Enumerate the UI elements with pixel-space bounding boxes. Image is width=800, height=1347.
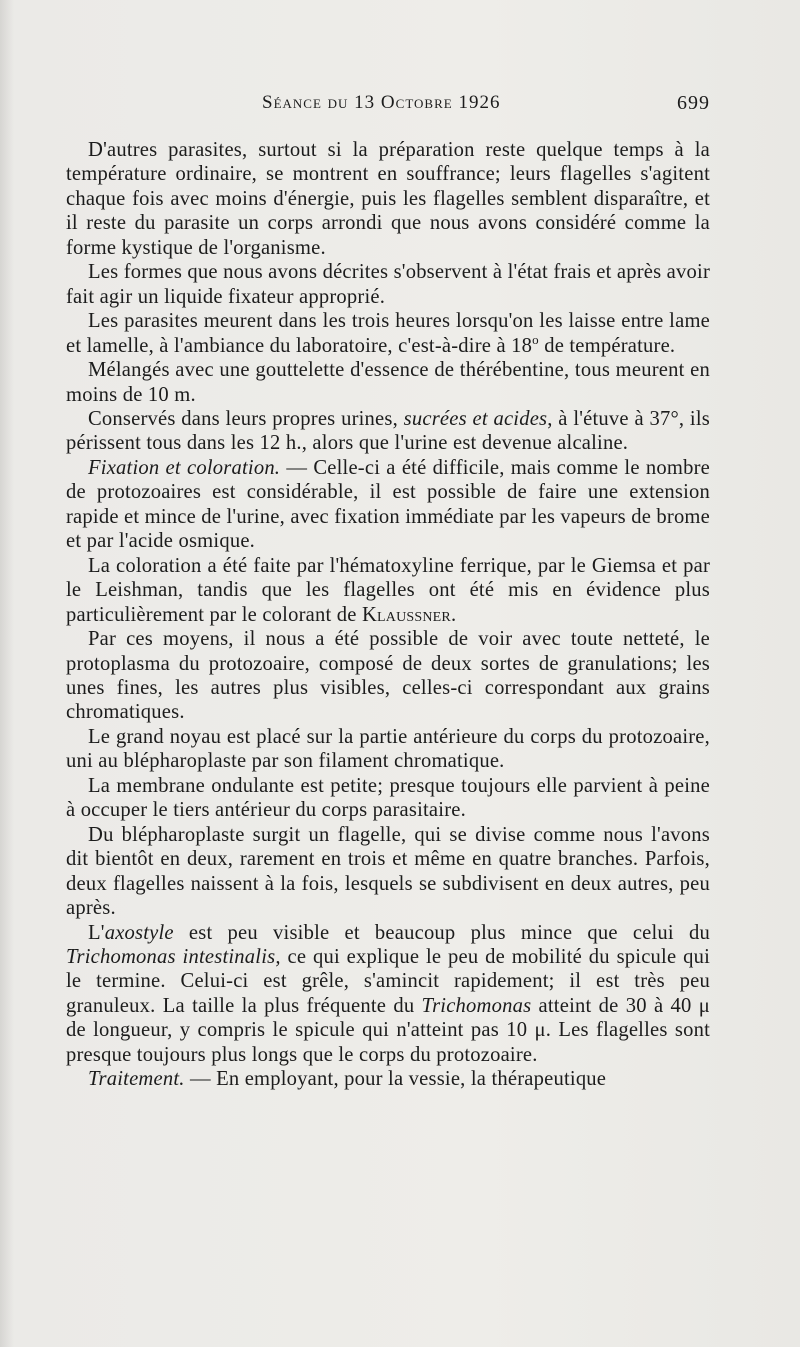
paragraph-text: Conservés dans leurs propres urines, [88, 407, 404, 430]
paragraph-text: , à l'étuve à 37°, ils périssent tous dans les 12 h., alors que l'urine est devenue alcaline. [66, 407, 710, 455]
paragraph-text: — En employant, pour la vessie, la thérapeutique [184, 1068, 607, 1091]
running-title: Séance du 13 Octobre 1926 [262, 92, 501, 113]
paragraph-text: L' [88, 921, 105, 944]
italic-term: axostyle [104, 921, 174, 944]
paragraph-text: — Celle-ci a été difficile, mais comme le nombre de protozoaires est considérable, il est possible de faire une extension rapide et mince de l'urine, avec fixation immédiate par les vapeurs de brome et par l'acide osmique. [66, 456, 710, 553]
page-number: 699 [677, 92, 710, 114]
paragraph-text: atteint de 30 à 40 μ de longueur, y compris le spicule qui n'atteint pas 10 μ. Les flagelles sont presque toujours plus longs que le corps du protozoaire. [66, 994, 710, 1066]
paragraph [66, 921, 710, 1068]
paragraph-text: Mélangés avec une gouttelette d'essence de thérébentine, tous meurent en moins de 10 m. [66, 359, 710, 406]
degree-superscript: o [532, 331, 539, 347]
italic-phrase: sucrées et acides [403, 407, 548, 430]
paragraph [66, 1067, 710, 1091]
running-header [66, 92, 710, 120]
section-lead-italic: Traitement. [88, 1068, 185, 1091]
paragraph-text: Par ces moyens, il nous a été possible de voir avec toute netteté, le protoplasma du protozoaire, composé de deux sortes de granulations; les unes fines, les autres plus visibles, celles-ci correspondant aux grains chromatiques. [66, 628, 710, 724]
paragraph [66, 627, 710, 725]
author-name-smallcaps: Klaussner [361, 603, 451, 626]
paragraph-text: ce qui explique le peu de mobilité du spicule qui le termine. Celui-ci est grêle, s'amincit rapidement; il est très peu granuleux. La taille la plus fréquente du [66, 945, 710, 1017]
italic-species-name: Trichomonas intestinalis, [66, 945, 281, 968]
paragraph [66, 309, 710, 358]
paragraph [66, 774, 710, 823]
paragraph-text: Le grand noyau est placé sur la partie antérieure du corps du protozoaire, uni au blépharoplaste par son filament chromatique. [66, 725, 710, 773]
paragraph [66, 823, 710, 921]
italic-genus-name: Trichomonas [421, 994, 532, 1017]
paragraph-text: La coloration a été faite par l'hématoxyline ferrique, par le Giemsa et par le Leishman, tandis que les flagelles ont été mis en évidence plus particulièrement par le colorant de [66, 554, 710, 626]
paragraph-text: de température. [538, 334, 676, 357]
paragraph-text: Les formes que nous avons décrites s'observent à l'état frais et après avoir fait agir un liquide fixateur approprié. [66, 261, 710, 308]
section-lead-italic: Fixation et coloration. [88, 456, 281, 479]
body-text [66, 138, 710, 1092]
paragraph-text: La membrane ondulante est petite; presque toujours elle parvient à peine à occuper le tiers antérieur du corps parasitaire. [66, 774, 710, 822]
paragraph [66, 456, 710, 554]
paragraph-text: Du blépharoplaste surgit un flagelle, qui se divise comme nous l'avons dit bientôt en deux, rarement en trois et même en quatre branches. Parfois, deux flagelles naissent à la fois, lesquels se subdivisent en deux autres, peu après. [66, 823, 710, 920]
paragraph-text: D'autres parasites, surtout si la préparation reste quelque temps à la température ordinaire, se montrent en souffrance; leurs flagelles s'agitent chaque fois avec moins d'énergie, puis les flagelles semblent disparaître, et il reste du parasite un corps arrondi que nous avons considéré comme la forme kystique de l'organisme. [66, 139, 710, 259]
paragraph [66, 407, 710, 456]
paragraph [66, 138, 710, 260]
paragraph-text: . [450, 603, 457, 626]
paragraph [66, 554, 710, 627]
paragraph-text: est peu visible et beaucoup plus mince que celui du [173, 921, 710, 944]
paragraph [66, 358, 710, 407]
paragraph-text: Les parasites meurent dans les trois heures lorsqu'on les laisse entre lame et lamelle, à l'ambiance du laboratoire, c'est-à-dire à 18 [66, 310, 710, 357]
paragraph [66, 260, 710, 309]
paragraph [66, 725, 710, 774]
